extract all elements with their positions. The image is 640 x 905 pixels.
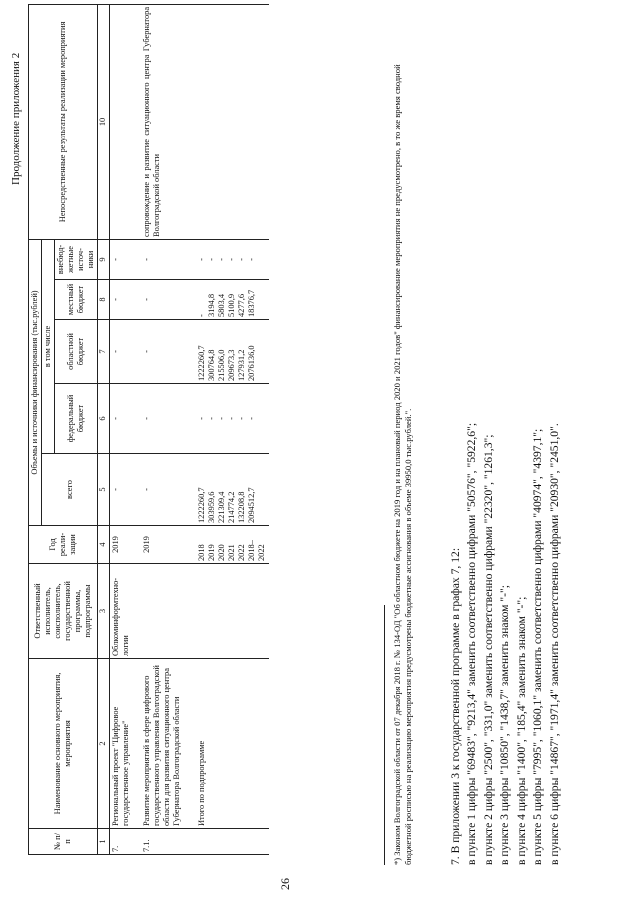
list-item: в пункте 1 цифры "69483", "9213,4" заменить соответственно цифрами "50576", "5922,6";: [465, 422, 479, 865]
subtotal-local: - 3194,8 5803,4 5100,9 4277,6 18376,7: [183, 280, 269, 320]
colnum: 4: [98, 526, 109, 564]
colnum: 10: [98, 4, 109, 239]
row-name: Развитие мероприятий в сфере цифрового государственного управления Волгоградской области для развития ситуационного центра Губернатора Волгоградской области: [132, 659, 183, 829]
header-result: Непосредственные результаты реализации мероприятия: [29, 4, 98, 239]
header-local: местный бюджет: [55, 280, 98, 320]
row-regional: -: [109, 320, 132, 384]
header-num: № п/п: [29, 829, 98, 855]
row-name: Региональный проект "Цифровое государственное управление": [109, 659, 132, 829]
row-year: 2019: [109, 526, 132, 564]
subtotal-total: 1222260,7 303959,6 221309,4 214774,2 132208,8 2094512,7: [183, 454, 269, 526]
row-extrabudget: -: [132, 239, 183, 279]
row-total: -: [132, 454, 183, 526]
row-extrabudget: -: [109, 239, 132, 279]
row-local: -: [132, 280, 183, 320]
row-federal: -: [132, 384, 183, 454]
amendment-section: [448, 25, 563, 865]
colnum: 3: [98, 564, 109, 659]
colnum: 2: [98, 659, 109, 829]
colnum: 9: [98, 239, 109, 279]
row-responsible: [132, 564, 183, 659]
header-funding: Объемы и источники финансирования (тыс.рублей): [29, 239, 42, 525]
list-item: в пункте 5 цифры "7995", "1060,1" заменить соответственно цифрами "40974", "4397,1";: [531, 428, 545, 865]
continuation-label: Продолжение приложения 2: [10, 52, 22, 185]
row-responsible: Облкоминформтехнологии: [109, 564, 132, 659]
subtotal-years: 2018 2019 2020 2021 2022 2018–2022: [183, 526, 269, 564]
footnote-divider: [384, 605, 385, 865]
table-row: [132, 4, 183, 854]
header-federal: федеральный бюджет: [55, 384, 98, 454]
header-name: Наименование основного мероприятия, мероприятия: [29, 659, 98, 829]
header-extrabudget: внебюд- жетные источ- ники: [55, 239, 98, 279]
row-result: [109, 4, 132, 239]
row-total: -: [109, 454, 132, 526]
funding-table: [28, 4, 269, 855]
subtotal-extrabudget: - - - - - -: [183, 239, 269, 279]
row-federal: -: [109, 384, 132, 454]
header-responsible: Ответственный исполнитель, соисполнитель, государственной программы, подпрограммы: [29, 564, 98, 659]
section-title: 7. В приложении 3 к государственной программе в графах 7, 12:: [449, 547, 462, 865]
table-row-subtotal: [183, 4, 269, 854]
table-row: [109, 4, 132, 854]
header-year: Год реали- зации: [29, 526, 98, 564]
header-total: всего: [42, 454, 98, 526]
subtotal-label: Итого по подпрограмме: [183, 659, 269, 829]
list-item: в пункте 2 цифры "2500", "331,0" заменить соответственно цифрами "22320", "1261,3";: [481, 434, 495, 865]
colnum: 1: [98, 829, 109, 855]
footnote: *) Законом Волгоградской области от 07 декабря 2018 г. № 134-ОД "Об областном бюджете на 2019 год и на плановый период 2020 и 2021 годов" финансирование мероприятия не предусмотрено, в то же время сводной бюджетной росписью на реализацию мероприятия предусмотрены бюджетные ассигнования в объеме 39950,0 тыс.рублей.".: [392, 64, 413, 865]
list-item: в пункте 6 цифры "14867", "1971,4" заменить соответственно цифрами "20930", "2451,0".: [547, 423, 561, 865]
row-num: 7.1.: [132, 829, 183, 855]
subtotal-regional: 1222260,7 300764,8 215506,0 209673,3 127931,2 2076136,0: [183, 320, 269, 384]
subtotal-federal: - - - - - -: [183, 384, 269, 454]
colnum: 5: [98, 454, 109, 526]
row-num: 7.: [109, 829, 132, 855]
list-item: в пункте 3 цифры "10850", "1438,7" заменить знаком "-";: [498, 585, 512, 865]
list-item: в пункте 4 цифры "1400", "185,4" заменить знаком "-";: [514, 596, 528, 865]
row-local: -: [109, 280, 132, 320]
page-number: 26: [278, 878, 292, 890]
header-including: в том числе: [42, 239, 55, 453]
colnum: 8: [98, 280, 109, 320]
colnum: 7: [98, 320, 109, 384]
row-year: 2019: [132, 526, 183, 564]
row-regional: -: [132, 320, 183, 384]
row-result: сопровождение и развитие ситуационного центра Губернатора Волгоградской области: [132, 4, 183, 239]
colnum: 6: [98, 384, 109, 454]
header-regional: областной бюджет: [55, 320, 98, 384]
